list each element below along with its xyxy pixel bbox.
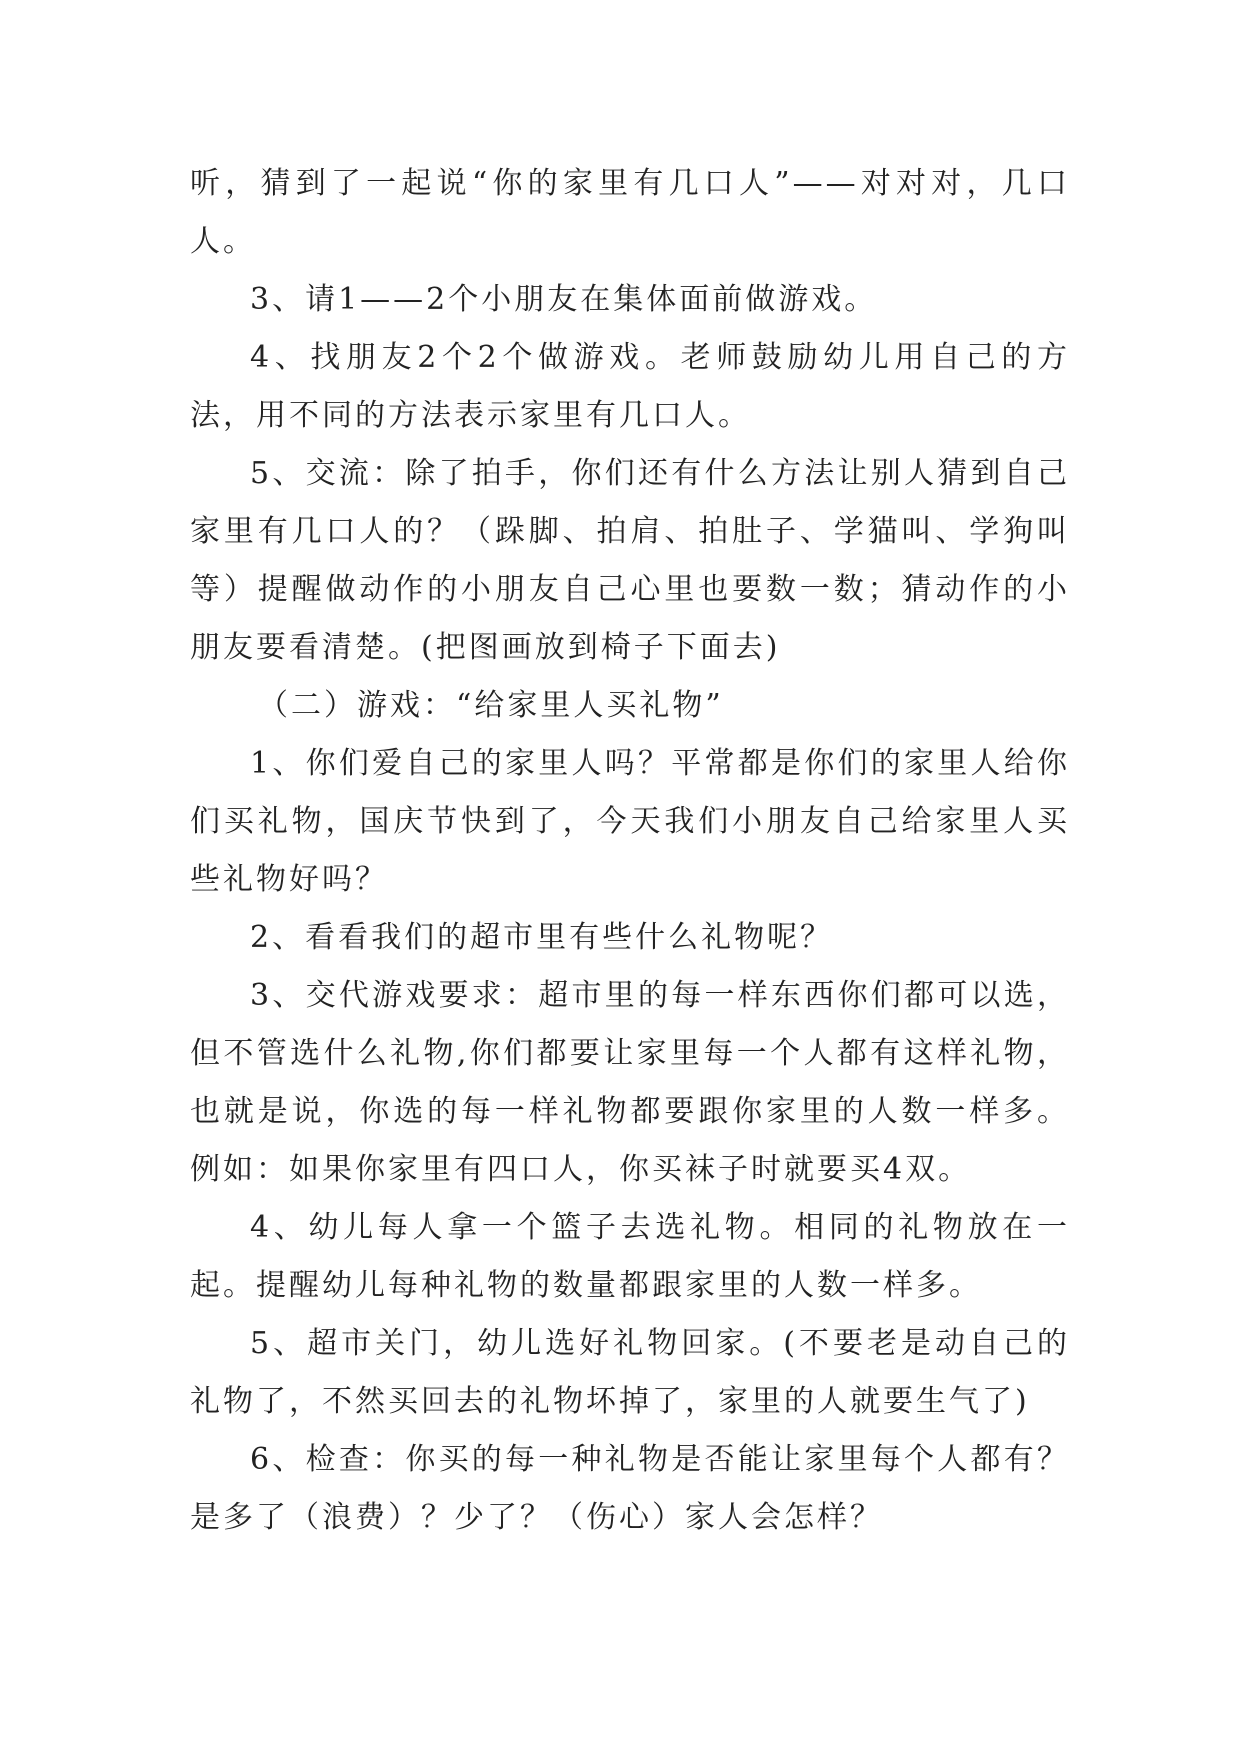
section-heading-game-2: （二）游戏：“给家里人买礼物” (258, 688, 724, 723)
paragraph-step-3: 3、请1——2个小朋友在集体面前做游戏。 (250, 282, 878, 317)
paragraph-game2-step-3: 3、交代游戏要求：超市里的每一样东西你们都可以选，但不管选什么礼物,你们都要让家里每一个人都有这样礼物，也就是说，你选的每一样礼物都要跟你家里的人数一样多。例如：如果你家里有四口人，你买袜子时就要买4双。 (190, 978, 1070, 1187)
document-body (190, 155, 1070, 1547)
paragraph-game2-step-1: 1、你们爱自己的家里人吗？平常都是你们的家里人给你们买礼物，国庆节快到了，今天我们小朋友自己给家里人买些礼物好吗？ (190, 746, 1070, 897)
paragraph-game2-step-4: 4、幼儿每人拿一个篮子去选礼物。相同的礼物放在一起。提醒幼儿每种礼物的数量都跟家里的人数一样多。 (190, 1210, 1070, 1303)
paragraph-game2-step-6: 6、检查：你买的每一种礼物是否能让家里每个人都有？是多了（浪费）？少了？（伤心）家人会怎样？ (190, 1442, 1070, 1535)
paragraph-intro-continued: 听，猜到了一起说“你的家里有几口人”——对对对，几口人。 (190, 166, 1070, 259)
paragraph-step-5: 5、交流：除了拍手，你们还有什么方法让别人猜到自己家里有几口人的？（跺脚、拍肩、拍肚子、学猫叫、学狗叫等）提醒做动作的小朋友自己心里也要数一数；猜动作的小朋友要看清楚。(把图画放到椅子下面去) (190, 456, 1070, 665)
paragraph-game2-step-2: 2、看看我们的超市里有些什么礼物呢？ (250, 920, 834, 955)
paragraph-step-4: 4、找朋友2个2个做游戏。老师鼓励幼儿用自己的方法，用不同的方法表示家里有几口人。 (190, 340, 1070, 433)
paragraph-game2-step-5: 5、超市关门，幼儿选好礼物回家。(不要老是动自己的礼物了，不然买回去的礼物坏掉了，家里的人就要生气了) (190, 1326, 1070, 1419)
